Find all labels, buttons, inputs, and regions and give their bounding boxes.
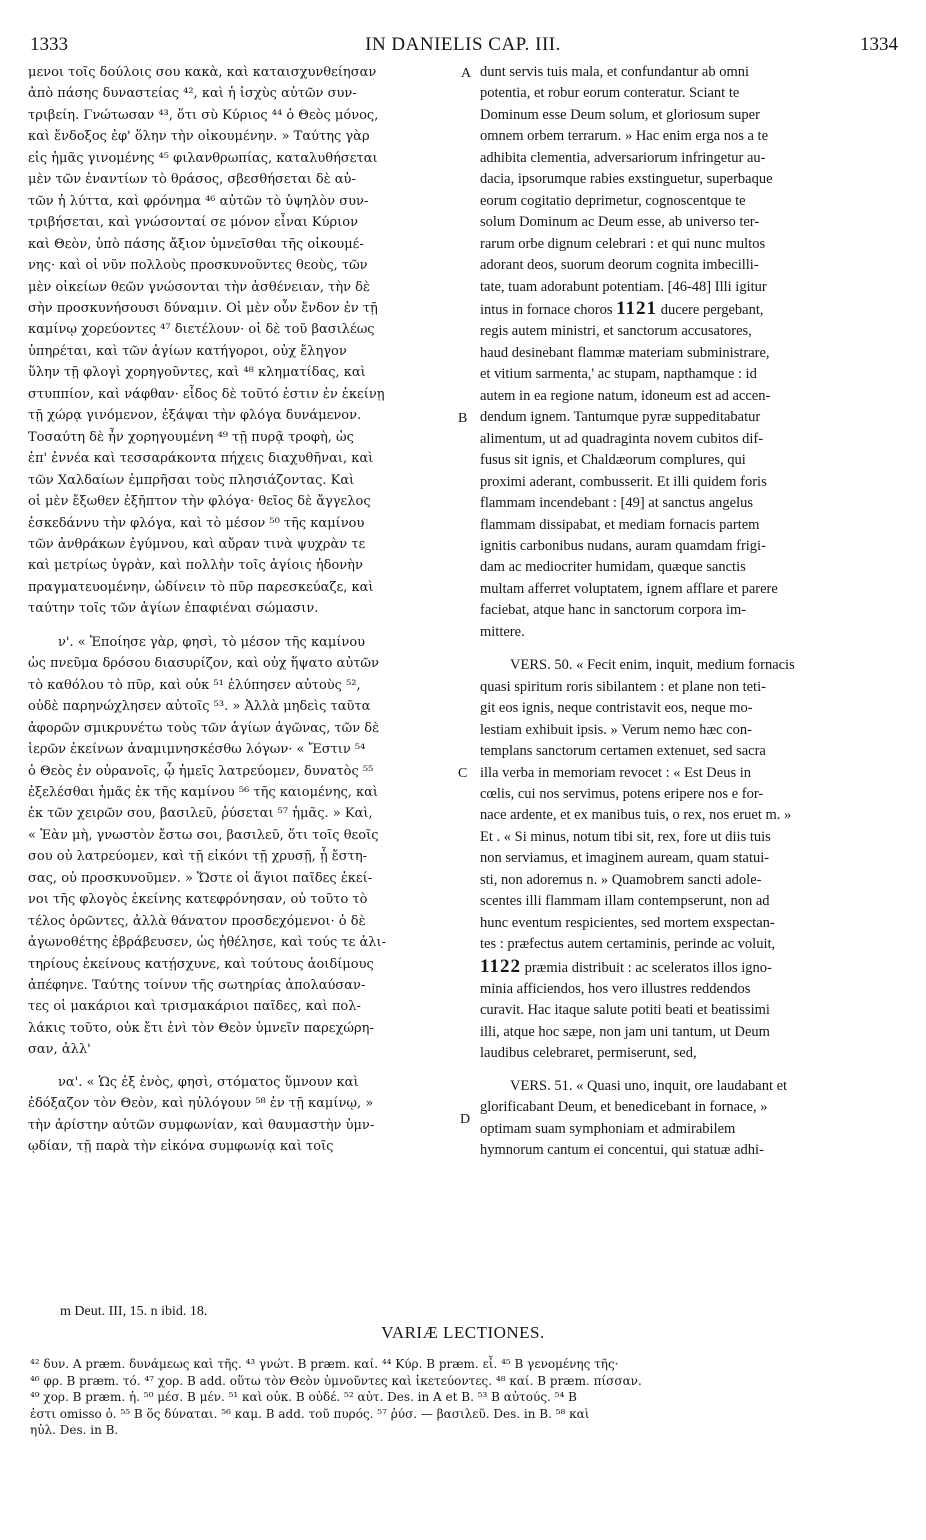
variae-line: ἐστι omisso ὁ. ⁵⁵ B ὅς δύναται. ⁵⁶ καμ. B add. τοῦ πυρός. ⁵⁷ ῥύσ. — βασιλεῦ. Des. in B. ⁵⁸ καὶ (30, 1406, 590, 1421)
latin-line: flammam dissipabat, et mediam fornacis partem (480, 516, 760, 533)
greek-line: Τοσαύτη δὲ ἦν χορηγουμένη ⁴⁹ τῇ πυρᾷ τροφὴ, ὡς (28, 429, 354, 445)
greek-line: να'. « Ὡς ἐξ ἑνὸς, φησὶ, στόματος ὕμνουν καὶ (58, 1074, 359, 1090)
column-number: 1121 (616, 297, 658, 319)
greek-paragraph (28, 62, 458, 620)
latin-line: illa verba in memoriam revocet : « Est Deus in (480, 764, 751, 781)
latin-line: tate, tuam adorabunt potentiam. [46-48] Illi igitur (480, 278, 767, 295)
greek-line: σὴν προσκυνήσουσι δύναμιν. Οἱ μὲν οὖν ἔνδον ἐν τῇ (28, 300, 378, 316)
greek-line: σαν, ἀλλ' (28, 1042, 91, 1058)
greek-line: τῇ χώρᾳ γινόμενον, ἐξάψαι τὴν φλόγα δυνάμενον. (28, 408, 362, 424)
greek-line: τες οἱ μακάριοι καὶ τρισμακάριοι παῖδες, καὶ πολ- (28, 999, 361, 1015)
greek-line: ὡς πνεῦμα δρόσου διασυρίζον, καὶ οὐχ ἥψατο αὐτῶν (28, 656, 379, 672)
latin-line: non serviamus, et imaginem auream, quam statui- (480, 850, 770, 867)
greek-line: τριβείη. Γνώτωσαν ⁴³, ὅτι σὺ Κύριος ⁴⁴ ὁ Θεὸς μόνος, (28, 107, 379, 123)
latin-line: cœlis, cui nos servimus, potens eripere nos e for- (480, 785, 764, 802)
greek-line: σας, οὐ προσκυνοῦμεν. » Ὥστε οἱ ἅγιοι παῖδες ἐκεί- (28, 870, 373, 886)
latin-line: proximi aderant, combusserit. Et illi quidem foris (480, 473, 767, 490)
greek-line: καὶ ἔνδοξος ἐφ' ὅλην τὴν οἰκουμένην. » Ταύτης γὰρ (28, 129, 370, 145)
latin-line: rarum orbe dignum celebrari : et qui nunc multos (480, 235, 766, 252)
latin-line: mittere. (480, 623, 525, 640)
greek-line: οὐδὲ παρηνώχλησεν αὐτοῖς ⁵³. » Ἀλλὰ μηδεὶς ταῦτα (28, 699, 371, 715)
greek-line: νοι τῆς φλογὸς ἐκείνης κατεφρόνησαν, οὐ τοῦτο τὸ (28, 892, 368, 908)
latin-line: dacia, ipsorumque rabies exstinguetur, superbaque (480, 171, 773, 188)
latin-line: omnem orbem terrarum. » Hac enim erga nos a te (480, 128, 769, 145)
latin-line: adorant deos, suorum deorum cognita imbecilli- (480, 257, 759, 274)
greek-line: ἀγωνοθέτης ἐβράβευσεν, ὡς ἠθέλησε, καὶ τούς τε ἀλι- (28, 935, 386, 951)
greek-column (28, 62, 458, 1158)
margin-letter-d: D (460, 1112, 471, 1127)
latin-paragraph (480, 1076, 892, 1162)
latin-line: glorificabant Deum, et benedicebant in fornace, » (480, 1099, 768, 1116)
latin-line: dam ac mediocriter humidam, quæque sanctis (480, 559, 746, 576)
latin-line: hymnorum cantum ei concentui, qui statuæ adhi- (480, 1142, 764, 1159)
latin-paragraph (480, 62, 892, 643)
greek-line: τῶν Χαλδαίων ἐμπρῆσαι τοὺς πλησιάζοντας. Καὶ (28, 472, 355, 488)
greek-line: « Ἐὰν μὴ, γνωστὸν ἔστω σοι, βασιλεῦ, ὅτι τοῖς θεοῖς (28, 827, 379, 843)
greek-line: εἰς ἡμᾶς γινομένης ⁴⁵ φιλανθρωπίας, καταλυθήσεται (28, 150, 378, 166)
margin-letter-b: B (458, 411, 468, 426)
latin-line: tes : præfectus autem certaminis, perinde ac voluit, (480, 936, 776, 953)
latin-line: scentes illi flammam illam contempserunt, non ad (480, 893, 770, 910)
variae-line: ⁴⁶ φρ. B præm. τό. ⁴⁷ χορ. B add. οὕτω τὸν Θεὸν ὑμνοῦντες καὶ ἱκετεύοντες. ⁴⁸ καί. B præm. πίσσαν. (30, 1373, 642, 1388)
greek-line: ἱερῶν ἐκείνων ἀναμιμνησκέσθω λόγων· « Ἔστιν ⁵⁴ (28, 742, 366, 758)
greek-paragraph (28, 1072, 458, 1158)
greek-line: μὲν οἰκείων θεῶν γνώσονται τὴν ἀσθένειαν, τὴν δὲ (28, 279, 370, 295)
greek-line: ταύτην τοῖς τῶν ἁγίων ἐπαφιέναι σώμασιν. (28, 601, 319, 617)
latin-column (480, 62, 892, 1162)
latin-line: git eos ignis, neque contristavit eos, neque mo- (480, 700, 753, 717)
variae-line: ⁴⁹ χορ. B præm. ἡ. ⁵⁰ μέσ. B μέν. ⁵¹ καὶ οὐκ. B οὐδέ. ⁵² αὐτ. Des. in A et B. ⁵³ B αὐτούς. ⁵⁴ B (30, 1390, 577, 1404)
greek-line: στυππίον, καὶ νάφθαν· εἶδος δὲ τοῦτό ἐστιν ἐν ἐκείνῃ (28, 386, 385, 402)
variae-line: ⁴² δυν. A præm. δυνάμεως καὶ τῆς. ⁴³ γνώτ. B præm. καί. ⁴⁴ Κύρ. B præm. εἶ. ⁴⁵ B γενομένης τῆς· (30, 1357, 619, 1371)
greek-line: ἐπ' ἐννέα καὶ τεσσαράκοντα πήχεις διαχυθῆναι, καὶ (28, 451, 374, 467)
latin-line: autem in ea regione natum, idoneum est ad accen- (480, 387, 771, 404)
greek-line: ἐδόξαζον τὸν Θεὸν, καὶ ηὐλόγουν ⁵⁸ ἐν τῇ καμίνῳ, » (28, 1096, 374, 1112)
greek-line: ν'. « Ἐποίησε γὰρ, φησὶ, τὸ μέσον τῆς καμίνου (58, 634, 366, 650)
greek-line: τέλος ὁρῶντες, ἀλλὰ θάνατον προσδεχόμενοι· ὁ δὲ (28, 913, 366, 929)
latin-line: lestiam exhibuit ipsis. » Verum nemo hæc con- (480, 721, 752, 738)
latin-line: hunc eventum respicientes, sed mortem exspectan- (480, 914, 775, 931)
margin-letter-c: C (458, 766, 468, 781)
variae-line: ηὐλ. Des. in B. (30, 1423, 119, 1437)
variae-lectiones-title: VARIÆ LECTIONES. (381, 1323, 545, 1342)
latin-paragraph (480, 655, 892, 1065)
greek-line: τὴν ἀρίστην αὐτῶν συμφωνίαν, καὶ θαυμαστὴν ὑμν- (28, 1117, 375, 1133)
latin-line: flammam incendebant : [49] at sanctus angelus (480, 495, 753, 512)
greek-line: ἐκ τῶν χειρῶν σου, βασιλεῦ, ῥύσεται ⁵⁷ ἡμᾶς. » Καὶ, (28, 806, 373, 822)
greek-line: ἀφορῶν σμικρυνέτω τοὺς τῶν ἁγίων ἀγῶνας, τῶν δὲ (28, 720, 380, 736)
latin-line: faciebat, atque hanc in sanctorum corpora im- (480, 602, 747, 619)
greek-line: ῳδίαν, τῇ παρὰ τὴν εἰκόνα συμφωνίᾳ καὶ τοῖς (28, 1139, 334, 1155)
greek-paragraph (28, 632, 458, 1061)
running-title: IN DANIELIS CAP. III. (365, 34, 561, 55)
latin-line: curavit. Hac itaque salute potiti beati et beatissimi (480, 1002, 770, 1019)
greek-line: τῶν ἀνθράκων ἐγύμνου, καὶ αὔραν τινὰ ψυχρὰν τε (28, 536, 366, 552)
greek-line: καμίνῳ χορεύοντες ⁴⁷ διετέλουν· οἱ δὲ τοῦ βασιλέως (28, 322, 375, 338)
greek-line: καὶ μετρίως ὑγρὰν, καὶ πολλὴν τοῖς ἁγίοις ἡδονὴν (28, 558, 363, 574)
variae-lectiones (30, 1356, 894, 1439)
footnote: m Deut. III, 15. n ibid. 18. (60, 1304, 208, 1319)
greek-line: λάκις τοῦτο, οὐκ ἔτι ἑνὶ τὸν Θεὸν ὑμνεῖν παρεχώρη- (28, 1020, 374, 1036)
margin-letter-a: A (461, 66, 472, 81)
greek-line: τριβήσεται, καὶ γνώσονταί σε μόνον εἶναι Κύριον (28, 215, 358, 231)
greek-line: ἐξελέσθαι ἡμᾶς ἐκ τῆς καμίνου ⁵⁶ τῆς καιομένης, καὶ (28, 784, 379, 800)
greek-line: τὸ καθόλου τὸ πῦρ, καὶ οὐκ ⁵¹ ἐλύπησεν αὐτοὺς ⁵², (28, 677, 361, 693)
running-header (0, 34, 926, 58)
latin-line: fusus sit ignis, et Chaldæorum complures, qui (480, 452, 746, 469)
latin-line: VERS. 50. « Fecit enim, inquit, medium fornacis (510, 657, 795, 674)
latin-line: alimentum, ut ad quadraginta novem cubitos dif- (480, 430, 764, 447)
greek-line: μὲν τῶν ἐναντίων τὸ θράσος, σβεσθήσεται δὲ αὐ- (28, 172, 356, 188)
latin-line: haud desinebant flammæ materiam subministrare, (480, 344, 770, 361)
latin-line: nace ardente, et ex manibus tuis, o rex, nos eruet m. » (480, 807, 792, 824)
latin-line: 1122 præmia distribuit : ac sceleratos illos igno- (480, 955, 772, 977)
variae-lectiones-text (30, 1356, 894, 1439)
greek-line: ἐσκεδάννυ τὴν φλόγα, καὶ τὸ μέσον ⁵⁰ τῆς καμίνου (28, 515, 365, 531)
column-number: 1122 (480, 955, 521, 977)
latin-line: Dominum esse Deum solum, et gloriosum super (480, 106, 760, 123)
latin-line: minia afficiendos, hos vero illustres reddendos (480, 981, 751, 998)
greek-line: ὕλην τῇ φλογὶ χορηγοῦντες, καὶ ⁴⁸ κληματίδας, καὶ (28, 365, 366, 381)
latin-line: ignitis carbonibus nudans, auram quamdam frigi- (480, 537, 766, 554)
greek-line: τῶν ἡ λύττα, καὶ φρόνημα ⁴⁶ αὐτῶν τὸ ὑψηλὸν συν- (28, 193, 369, 209)
greek-line: τηρίους ἐκείνους κατῄσχυνε, καὶ τούτους ἀοιδίμους (28, 956, 374, 972)
latin-line: Et . « Si minus, notum tibi sit, rex, fore ut diis tuis (480, 828, 771, 845)
latin-line: solum Dominum ac Deum esse, ab universo ter- (480, 214, 760, 231)
greek-line: οἱ μὲν ἔξωθεν ἐξῆπτον τὴν φλόγα· θεῖος δὲ ἄγγελος (28, 494, 371, 510)
greek-line: μενοι τοῖς δούλοις σου κακὰ, καὶ καταισχυνθείησαν (28, 65, 377, 80)
latin-line: regis autem ministri, et sanctorum accusatores, (480, 323, 752, 340)
latin-line: potentia, et robur eorum conteratur. Sciant te (480, 85, 740, 102)
greek-line: πραγματευομένην, ὠδίνειν τὸ πῦρ παρεσκεύαζε, καὶ (28, 579, 374, 595)
latin-line: sti, non adoremus n. » Quamobrem sancti adole- (480, 871, 762, 888)
latin-line: dunt servis tuis mala, et confundantur ab omni (480, 64, 750, 80)
latin-line: dendum ignem. Tantumque pyræ suppeditabatur (480, 409, 761, 426)
latin-line: eorum cogitatio deprimetur, cognoscentque te (480, 192, 746, 209)
latin-line: illi, atque hoc sæpe, non jam uni tantum, ut Deum (480, 1023, 770, 1040)
greek-line: ὑπηρέται, καὶ τῶν ἁγίων κατήγοροι, οὐχ ἔληγον (28, 343, 347, 359)
greek-line: ἀπέφηνε. Ταύτης τοίνυν τῆς σωτηρίας ἀπολαύσαν- (28, 978, 366, 994)
greek-line: σου οὐ λατρεύομεν, καὶ τῇ εἰκόνι τῇ χρυσῇ, ᾗ ἔστη- (28, 849, 368, 865)
latin-line: intus in fornace choros 1121 ducere pergebant, (480, 297, 764, 319)
page-number-left: 1333 (30, 34, 68, 55)
greek-line: ἀπὸ πάσης δυναστείας ⁴², καὶ ἡ ἰσχὺς αὐτῶν συν- (28, 86, 357, 102)
latin-line: et vitium sarmenta,' ac stupam, napthamque : id (480, 366, 757, 383)
latin-line: VERS. 51. « Quasi uno, inquit, ore laudabant et (510, 1077, 788, 1094)
latin-line: adhibita clementia, adversariorum infringetur au- (480, 149, 766, 166)
latin-line: laudibus celebraret, permiserunt, sed, (480, 1045, 697, 1062)
greek-line: νης· καὶ οἱ νῦν πολλοὺς προσκυνοῦντες θεοὺς, τῶν (28, 258, 368, 274)
greek-line: ὁ Θεὸς ἐν οὐρανοῖς, ᾧ ἡμεῖς λατρεύομεν, δυνατὸς ⁵⁵ (28, 763, 374, 779)
latin-line: quasi spiritum roris sibilantem : et plane non teti- (480, 678, 766, 695)
latin-line: multam afferret voluptatem, ignem afflare et parere (480, 580, 778, 597)
latin-line: templans sanctorum certamen extenuet, sed sacra (480, 743, 766, 760)
greek-line: καὶ Θεὸν, ὑπὸ πάσης ἄξιον ὑμνεῖσθαι τῆς οἰκουμέ- (28, 236, 364, 252)
latin-line: optimam suam symphoniam et admirabilem (480, 1120, 736, 1137)
page-number-right: 1334 (860, 34, 898, 55)
